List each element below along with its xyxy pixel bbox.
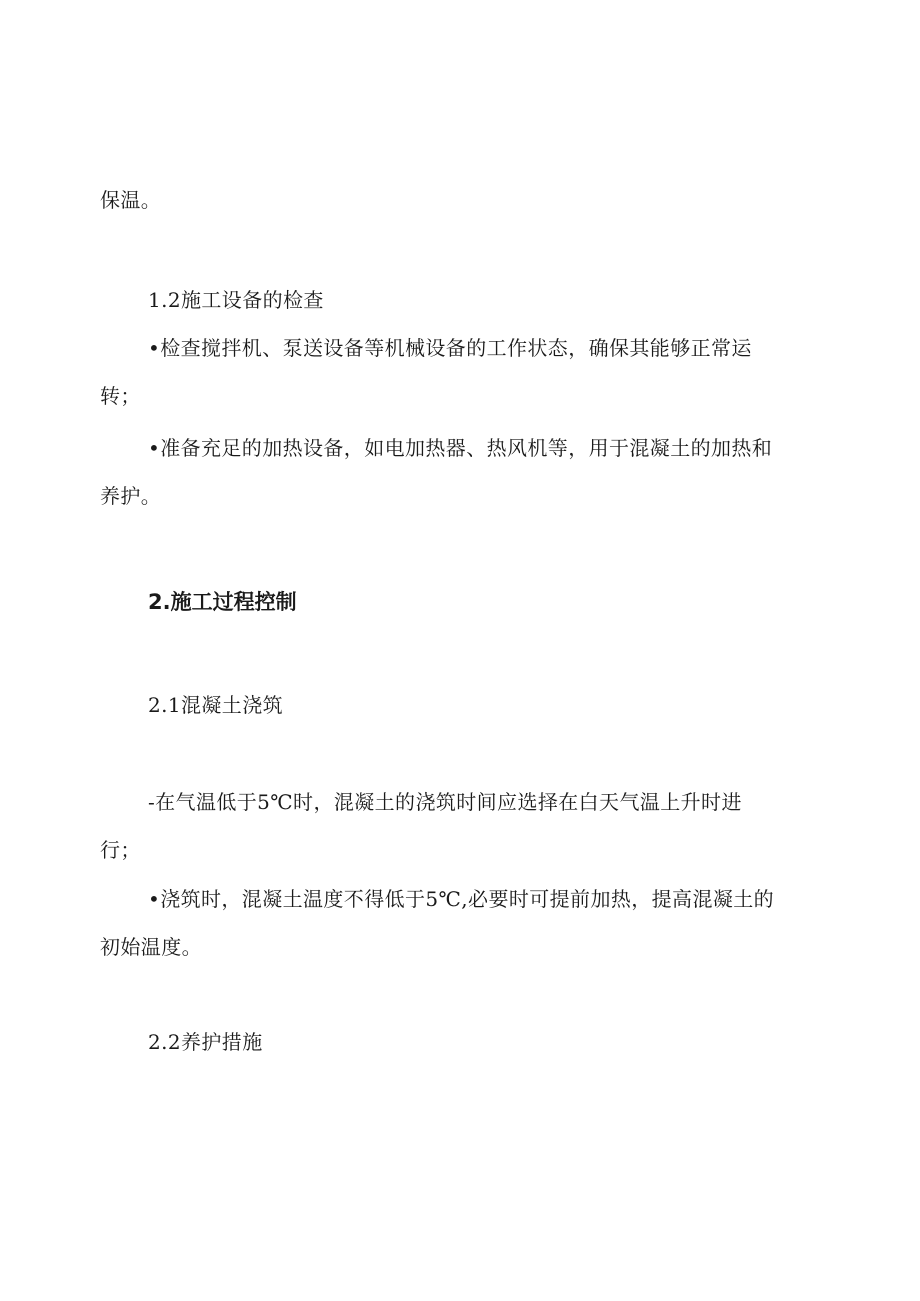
section-1-2-bullet-1-line-1: •检查搅拌机、泵送设备等机械设备的工作状态，确保其能够正常运 bbox=[148, 336, 752, 360]
section-2-2-title: 2.2养护措施 bbox=[148, 1030, 263, 1054]
section-1-2-bullet-2-line-2: 养护。 bbox=[100, 484, 162, 508]
section-2-1-bullet-2-line-1: •浇筑时，混凝土温度不得低于5℃,必要时可提前加热，提高混凝土的 bbox=[148, 887, 775, 911]
continuation-text: 保温。 bbox=[100, 188, 162, 212]
section-2-1-bullet-1-line-2: 行； bbox=[100, 838, 141, 862]
section-2-1-title: 2.1混凝土浇筑 bbox=[148, 693, 284, 717]
section-2-1-bullet-2-line-2: 初始温度。 bbox=[100, 935, 202, 959]
section-1-2-bullet-1-line-2: 转； bbox=[100, 384, 141, 408]
section-1-2-title: 1.2施工设备的检查 bbox=[148, 288, 324, 312]
section-1-2-bullet-2-line-1: •准备充足的加热设备，如电加热器、热风机等，用于混凝土的加热和 bbox=[148, 436, 773, 460]
section-2-heading: 2.施工过程控制 bbox=[148, 590, 297, 614]
section-2-1-bullet-1-line-1: -在气温低于5℃时，混凝土的浇筑时间应选择在白天气温上升时进 bbox=[148, 790, 742, 814]
